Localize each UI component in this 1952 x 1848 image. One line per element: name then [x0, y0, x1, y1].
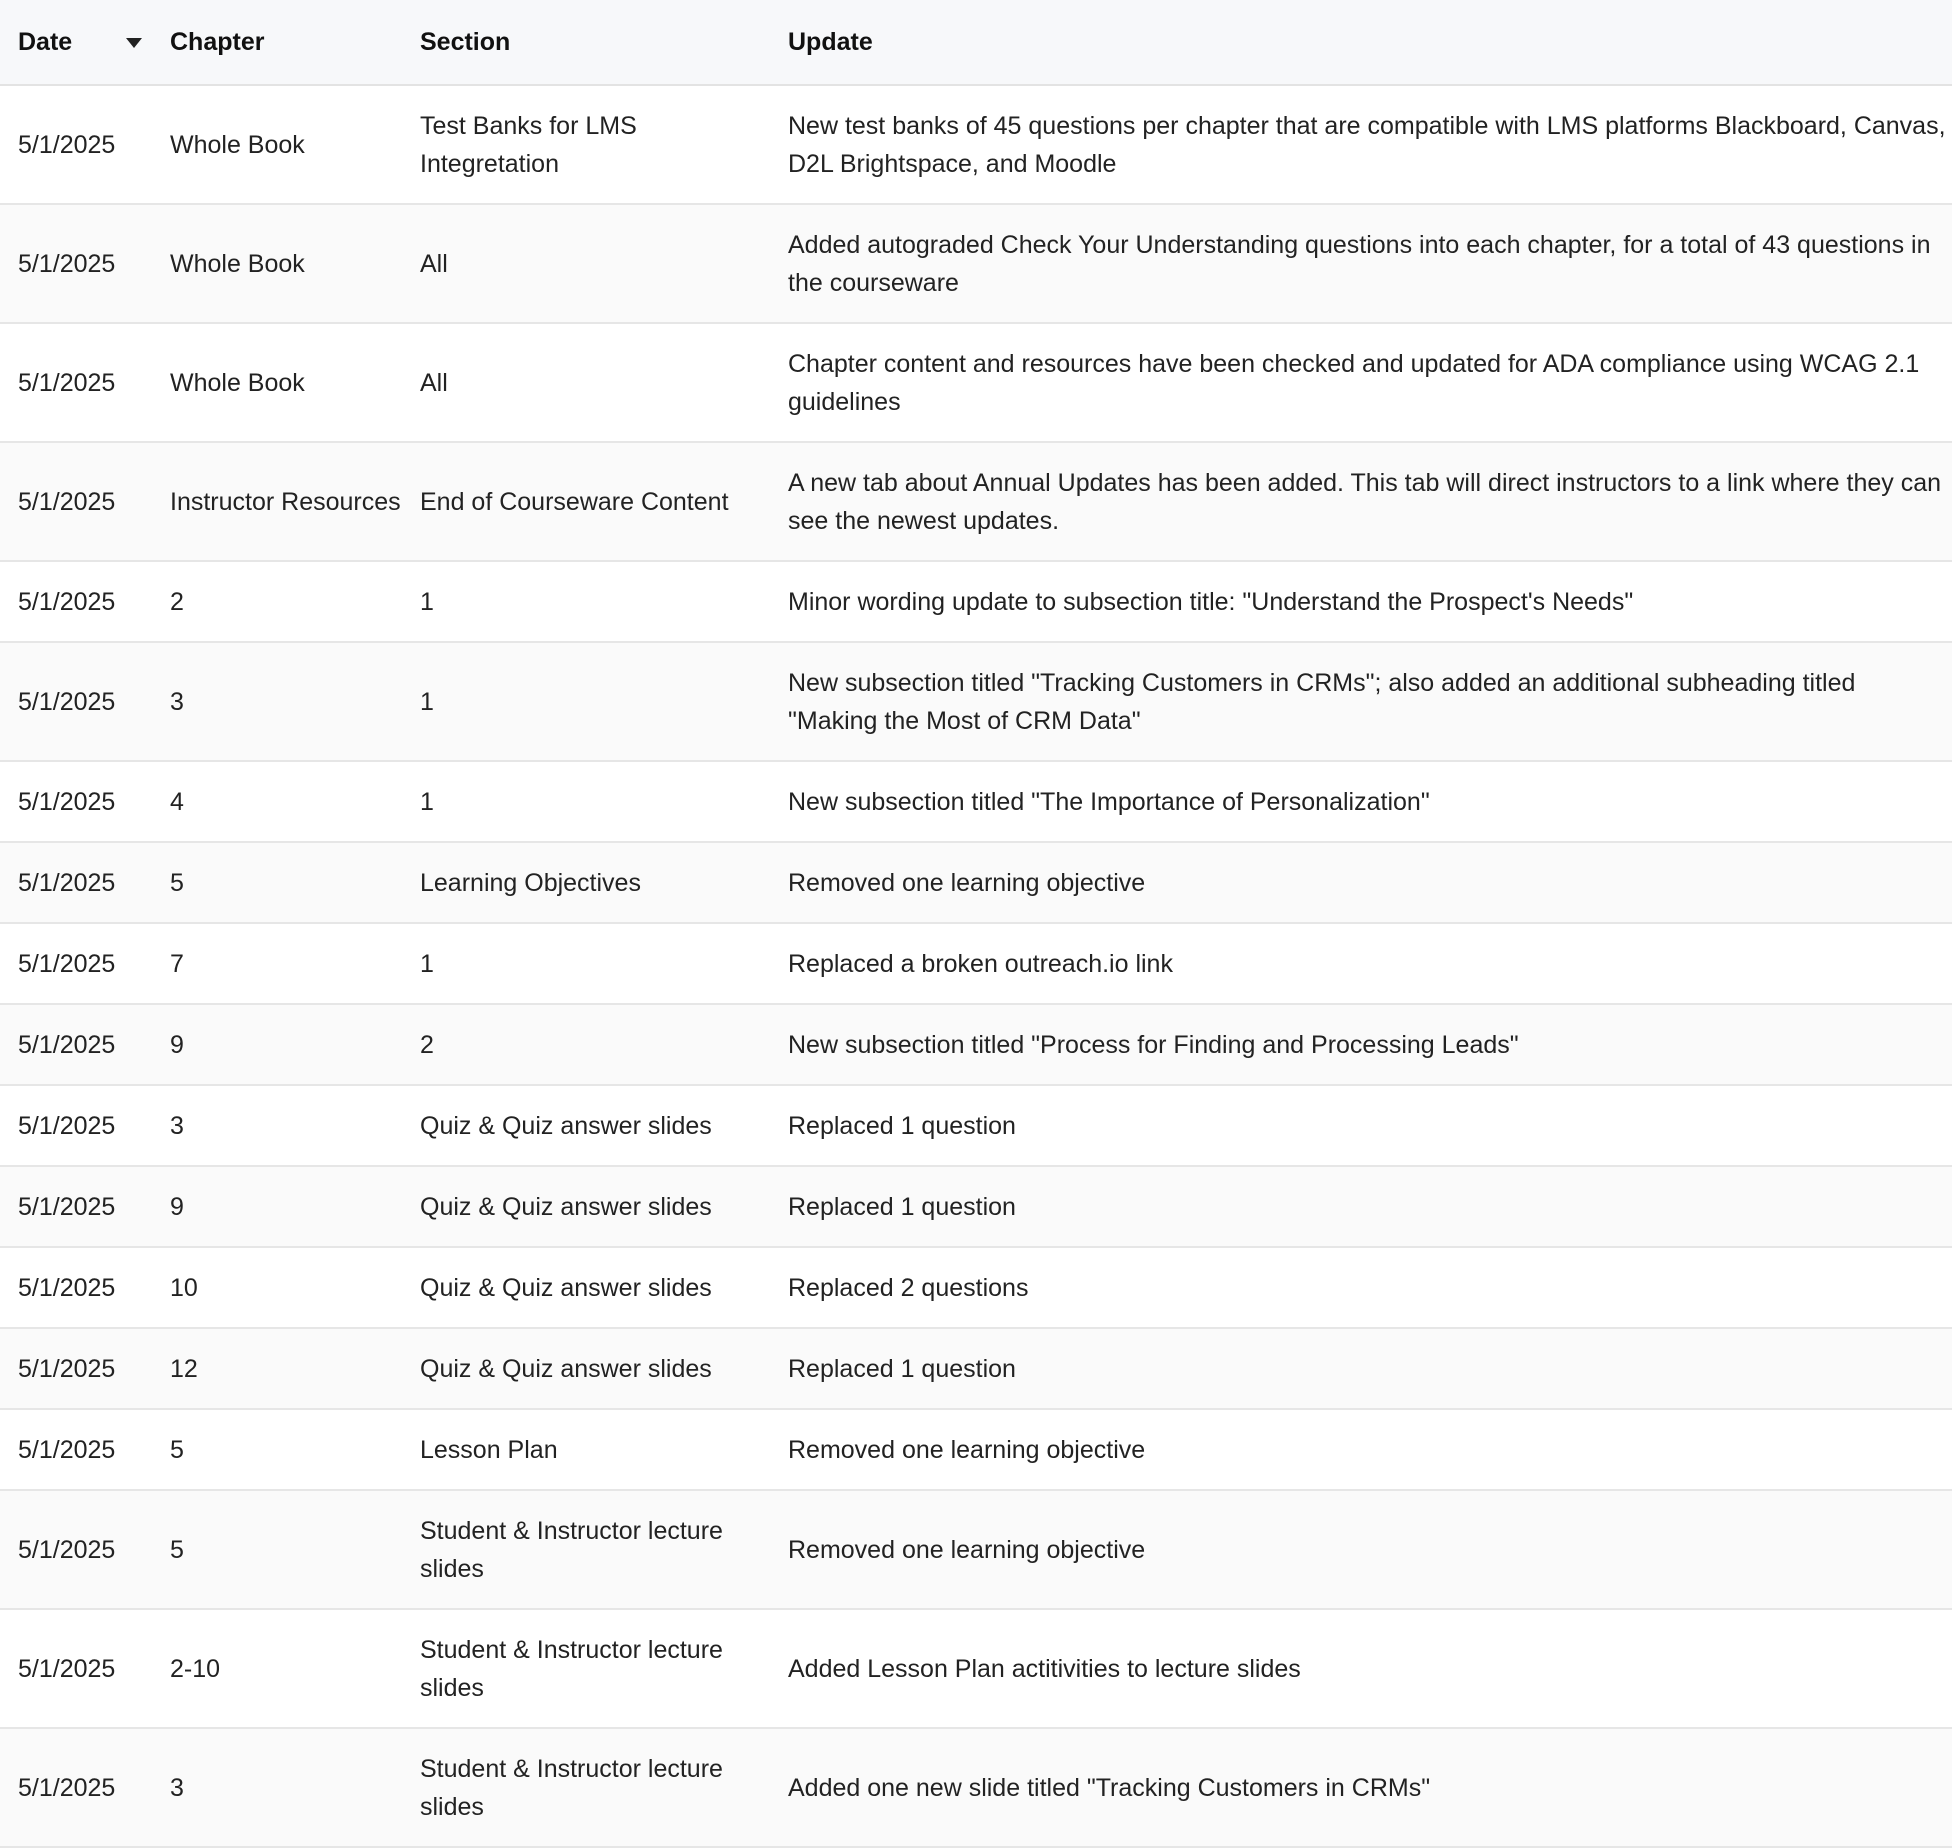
cell-date: [0, 364, 152, 402]
cell-section: [403, 1107, 771, 1145]
cell-date: [0, 945, 152, 983]
cell-date: [0, 683, 152, 721]
cell-chapter-text: 9: [170, 1192, 184, 1221]
table-row: [0, 1086, 1952, 1167]
cell-chapter: [152, 945, 403, 983]
cell-chapter: [152, 683, 403, 721]
cell-date-text: 5/1/2025: [18, 868, 116, 897]
cell-update-text: Added autograded Check Your Understanding questions into each chapter, for a total of 43 questions in the courseware: [788, 230, 1931, 297]
cell-update: [771, 1026, 1952, 1064]
cell-section: [403, 864, 771, 902]
cell-date-text: 5/1/2025: [18, 1435, 116, 1464]
cell-date-text: 5/1/2025: [18, 787, 116, 816]
header-update-label: Update: [788, 27, 873, 56]
cell-date-text: 5/1/2025: [18, 368, 116, 397]
cell-update-text: A new tab about Annual Updates has been added. This tab will direct instructors to a link where they can see the newest updates.: [788, 468, 1942, 535]
cell-date: [0, 126, 152, 164]
header-date[interactable]: [0, 28, 152, 57]
cell-section-text: Student & Instructor lecture slides: [420, 1635, 723, 1702]
cell-chapter: [152, 1531, 403, 1569]
cell-update-text: New subsection titled "Process for Finding and Processing Leads": [788, 1030, 1519, 1059]
cell-date: [0, 1188, 152, 1226]
cell-chapter: [152, 483, 403, 521]
cell-section: [403, 1750, 771, 1826]
cell-section-text: 2: [420, 1030, 434, 1059]
table-row: [0, 205, 1952, 324]
cell-date-text: 5/1/2025: [18, 487, 116, 516]
cell-update: [771, 226, 1952, 302]
cell-update: [771, 1188, 1952, 1226]
cell-date: [0, 245, 152, 283]
cell-update-text: New subsection titled "The Importance of Personalization": [788, 787, 1430, 816]
cell-update: [771, 1350, 1952, 1388]
cell-update: [771, 1650, 1952, 1688]
cell-update: [771, 345, 1952, 421]
table-row: [0, 1167, 1952, 1248]
cell-chapter: [152, 1107, 403, 1145]
cell-update: [771, 864, 1952, 902]
table-row: [0, 924, 1952, 1005]
cell-update: [771, 1769, 1952, 1807]
cell-section-text: Quiz & Quiz answer slides: [420, 1273, 712, 1302]
table-row: [0, 1329, 1952, 1410]
cell-chapter-text: 2: [170, 587, 184, 616]
cell-section: [403, 1631, 771, 1707]
cell-update-text: Added one new slide titled "Tracking Customers in CRMs": [788, 1773, 1431, 1802]
cell-date: [0, 1026, 152, 1064]
cell-chapter: [152, 1188, 403, 1226]
table-row: [0, 324, 1952, 443]
cell-section-text: Quiz & Quiz answer slides: [420, 1192, 712, 1221]
cell-section-text: 1: [420, 687, 434, 716]
cell-section-text: Quiz & Quiz answer slides: [420, 1354, 712, 1383]
cell-date-text: 5/1/2025: [18, 587, 116, 616]
table-row: [0, 1491, 1952, 1610]
cell-section: [403, 1269, 771, 1307]
table-row: [0, 1005, 1952, 1086]
cell-date-text: 5/1/2025: [18, 1111, 116, 1140]
cell-date-text: 5/1/2025: [18, 1654, 116, 1683]
cell-chapter: [152, 1350, 403, 1388]
cell-section: [403, 783, 771, 821]
cell-chapter-text: 10: [170, 1273, 198, 1302]
cell-section-text: Lesson Plan: [420, 1435, 558, 1464]
cell-chapter-text: Instructor Resources: [170, 487, 401, 516]
table-header: [0, 0, 1952, 86]
cell-date: [0, 1269, 152, 1307]
cell-chapter: [152, 1431, 403, 1469]
cell-update: [771, 583, 1952, 621]
cell-chapter-text: Whole Book: [170, 249, 305, 278]
cell-chapter-text: 3: [170, 1773, 184, 1802]
cell-update-text: Removed one learning objective: [788, 868, 1146, 897]
cell-update: [771, 1107, 1952, 1145]
cell-section-text: Test Banks for LMS Integretation: [420, 111, 637, 178]
cell-date: [0, 1350, 152, 1388]
cell-section-text: End of Courseware Content: [420, 487, 729, 516]
cell-chapter-text: Whole Book: [170, 368, 305, 397]
cell-section: [403, 107, 771, 183]
cell-update-text: Added Lesson Plan actitivities to lecture slides: [788, 1654, 1301, 1683]
cell-update-text: Replaced 1 question: [788, 1192, 1016, 1221]
cell-chapter-text: 5: [170, 1435, 184, 1464]
table-row: [0, 1248, 1952, 1329]
cell-section: [403, 483, 771, 521]
cell-section-text: Learning Objectives: [420, 868, 641, 897]
cell-section: [403, 1431, 771, 1469]
cell-date: [0, 1107, 152, 1145]
cell-update-text: Removed one learning objective: [788, 1535, 1146, 1564]
cell-section-text: All: [420, 249, 448, 278]
cell-update: [771, 783, 1952, 821]
cell-section-text: Student & Instructor lecture slides: [420, 1516, 723, 1583]
cell-date-text: 5/1/2025: [18, 1273, 116, 1302]
cell-section-text: 1: [420, 949, 434, 978]
cell-chapter: [152, 1650, 403, 1688]
cell-date-text: 5/1/2025: [18, 1030, 116, 1059]
cell-update: [771, 1431, 1952, 1469]
table-row: [0, 562, 1952, 643]
cell-update-text: Chapter content and resources have been checked and updated for ADA compliance using WCAG 2.1 guidelines: [788, 349, 1920, 416]
cell-date: [0, 583, 152, 621]
cell-update-text: New subsection titled "Tracking Customers in CRMs"; also added an additional subheading titled "Making the Most of CRM Data": [788, 668, 1856, 735]
cell-section: [403, 583, 771, 621]
cell-date-text: 5/1/2025: [18, 949, 116, 978]
cell-update: [771, 464, 1952, 540]
cell-chapter-text: 3: [170, 687, 184, 716]
cell-date: [0, 1650, 152, 1688]
cell-date-text: 5/1/2025: [18, 1354, 116, 1383]
cell-date-text: 5/1/2025: [18, 130, 116, 159]
table-row: [0, 86, 1952, 205]
header-section[interactable]: [403, 28, 771, 57]
header-date-label: Date: [18, 27, 73, 56]
cell-section: [403, 1188, 771, 1226]
table-row: [0, 1729, 1952, 1848]
cell-update: [771, 664, 1952, 740]
cell-section-text: 1: [420, 587, 434, 616]
cell-section-text: Quiz & Quiz answer slides: [420, 1111, 712, 1140]
header-section-label: Section: [420, 27, 511, 56]
cell-update-text: Removed one learning objective: [788, 1435, 1146, 1464]
cell-update: [771, 1531, 1952, 1569]
header-update[interactable]: [771, 28, 1952, 57]
cell-date: [0, 483, 152, 521]
table-row: [0, 1410, 1952, 1491]
cell-update-text: Replaced a broken outreach.io link: [788, 949, 1173, 978]
table-row: [0, 1610, 1952, 1729]
cell-date-text: 5/1/2025: [18, 1192, 116, 1221]
cell-chapter-text: 4: [170, 787, 184, 816]
cell-date-text: 5/1/2025: [18, 1535, 116, 1564]
cell-chapter-text: Whole Book: [170, 130, 305, 159]
table-row: [0, 762, 1952, 843]
table-row: [0, 443, 1952, 562]
cell-chapter: [152, 583, 403, 621]
cell-chapter-text: 12: [170, 1354, 198, 1383]
cell-date: [0, 783, 152, 821]
cell-date-text: 5/1/2025: [18, 1773, 116, 1802]
cell-update-text: Replaced 1 question: [788, 1354, 1016, 1383]
cell-update-text: Replaced 2 questions: [788, 1273, 1029, 1302]
cell-update: [771, 107, 1952, 183]
cell-chapter: [152, 126, 403, 164]
cell-update: [771, 945, 1952, 983]
cell-chapter: [152, 364, 403, 402]
cell-chapter: [152, 1026, 403, 1064]
cell-chapter: [152, 1769, 403, 1807]
cell-section: [403, 1350, 771, 1388]
cell-section: [403, 683, 771, 721]
cell-section: [403, 245, 771, 283]
cell-date-text: 5/1/2025: [18, 249, 116, 278]
cell-section: [403, 1512, 771, 1588]
cell-chapter-text: 5: [170, 868, 184, 897]
cell-update-text: Replaced 1 question: [788, 1111, 1016, 1140]
cell-date: [0, 864, 152, 902]
cell-section-text: All: [420, 368, 448, 397]
cell-chapter: [152, 783, 403, 821]
cell-chapter-text: 3: [170, 1111, 184, 1140]
table-row: [0, 643, 1952, 762]
cell-section: [403, 945, 771, 983]
cell-section: [403, 1026, 771, 1064]
cell-section-text: Student & Instructor lecture slides: [420, 1754, 723, 1821]
table-body: [0, 86, 1952, 1848]
cell-chapter-text: 2-10: [170, 1654, 221, 1683]
cell-chapter: [152, 1269, 403, 1307]
cell-update-text: New test banks of 45 questions per chapter that are compatible with LMS platforms Blackboard, Canvas, D2L Brightspace, and Moodle: [788, 111, 1946, 178]
sort-descending-icon[interactable]: [126, 38, 142, 48]
cell-chapter-text: 5: [170, 1535, 184, 1564]
cell-date: [0, 1531, 152, 1569]
cell-date: [0, 1769, 152, 1807]
cell-chapter: [152, 864, 403, 902]
cell-update-text: Minor wording update to subsection title: "Understand the Prospect's Needs": [788, 587, 1634, 616]
cell-date-text: 5/1/2025: [18, 687, 116, 716]
table-row: [0, 843, 1952, 924]
cell-section: [403, 364, 771, 402]
cell-chapter-text: 7: [170, 949, 184, 978]
cell-chapter: [152, 245, 403, 283]
cell-section-text: 1: [420, 787, 434, 816]
cell-update: [771, 1269, 1952, 1307]
cell-date: [0, 1431, 152, 1469]
header-chapter[interactable]: [152, 28, 403, 57]
header-chapter-label: Chapter: [170, 27, 265, 56]
cell-chapter-text: 9: [170, 1030, 184, 1059]
